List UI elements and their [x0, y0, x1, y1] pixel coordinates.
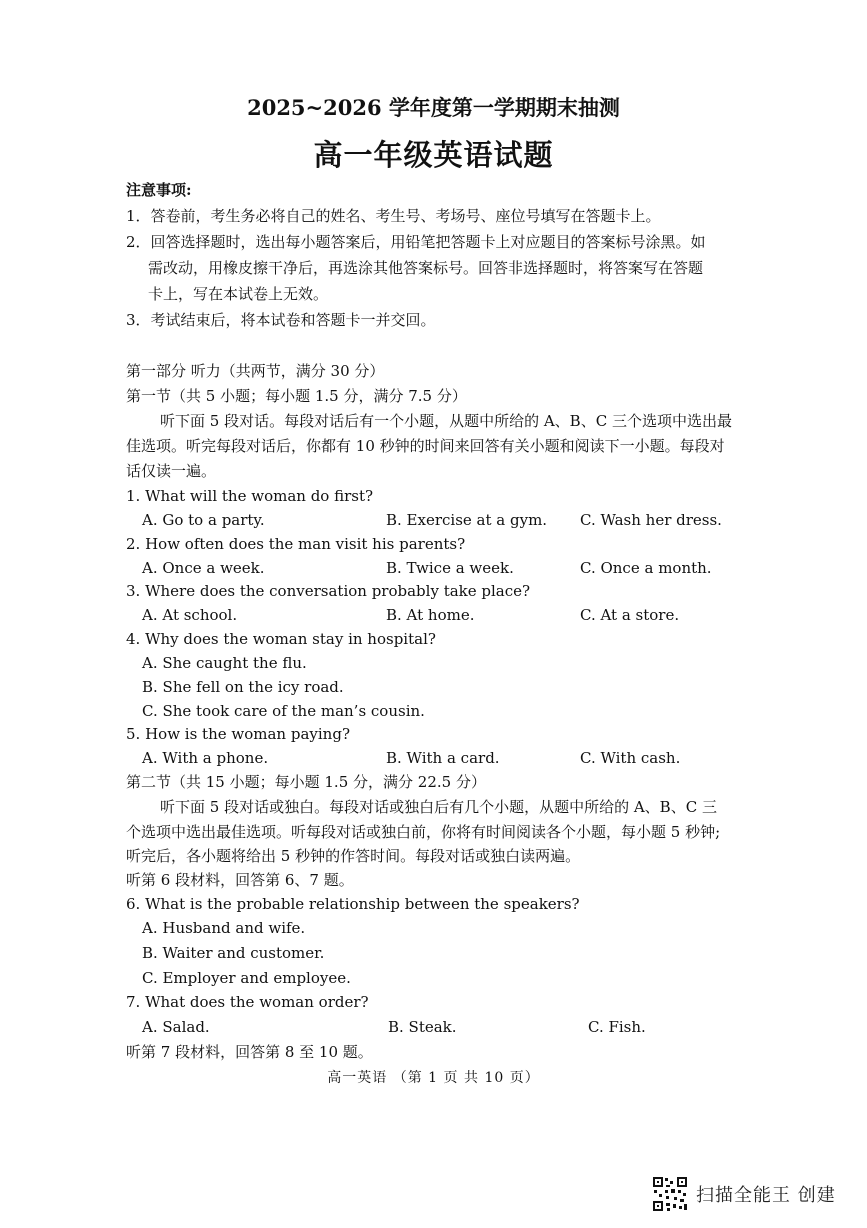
- material-7-note: 听第 7 段材料，回答第 8 至 10 题。: [126, 1043, 373, 1061]
- notice-line: 3．考试结束后，将本试卷和答题卡一并交回。: [126, 311, 436, 329]
- part1-heading: 第一部分 听力（共两节，满分 30 分）: [126, 362, 385, 380]
- q4-option-c: C. She took care of the man’s cousin.: [142, 702, 425, 720]
- q5-option-c: C. With cash.: [580, 749, 681, 767]
- q1-option-c: C. Wash her dress.: [580, 511, 722, 529]
- q7-option-b: B. Steak.: [388, 1018, 457, 1036]
- question-3: 3. Where does the conversation probably take place?: [126, 582, 531, 600]
- exam-year-line: 2025~2026 学年度第一学期期末抽测: [247, 95, 620, 120]
- q7-option-c: C. Fish.: [588, 1018, 646, 1036]
- q5-option-a: A. With a phone.: [142, 749, 269, 767]
- watermark-text: 扫描全能王 创建: [696, 1185, 836, 1206]
- section2-instruction: 个选项中选出最佳选项。听每段对话或独白前，你将有时间阅读各个小题，每小题 5 秒钟;: [126, 823, 721, 841]
- q3-option-c: C. At a store.: [580, 606, 680, 624]
- q1-option-b: B. Exercise at a gym.: [386, 511, 548, 529]
- question-2: 2. How often does the man visit his parents?: [126, 535, 466, 553]
- q6-option-b: B. Waiter and customer.: [142, 944, 325, 962]
- notice-line: 2．回答选择题时，选出每小题答案后，用铅笔把答题卡上对应题目的答案标号涂黑。如: [126, 233, 706, 251]
- section1-heading: 第一节（共 5 小题；每小题 1.5 分，满分 7.5 分）: [126, 387, 467, 405]
- q6-option-c: C. Employer and employee.: [142, 969, 351, 987]
- section1-instruction: 佳选项。听完每段对话后，你都有 10 秒钟的时间来回答有关小题和阅读下一小题。每段对: [126, 437, 725, 455]
- q5-option-b: B. With a card.: [386, 749, 500, 767]
- q2-option-b: B. Twice a week.: [386, 559, 514, 577]
- notice-line: 1．答卷前，考生务必将自己的姓名、考生号、考场号、座位号填写在答题卡上。: [126, 207, 661, 225]
- section2-heading: 第二节（共 15 小题；每小题 1.5 分，满分 22.5 分）: [126, 773, 486, 791]
- section2-instruction: 听完后，各小题将给出 5 秒钟的作答时间。每段对话或独白读两遍。: [126, 847, 581, 865]
- q2-option-c: C. Once a month.: [580, 559, 712, 577]
- section1-instruction: 话仅读一遍。: [126, 462, 217, 480]
- question-4: 4. Why does the woman stay in hospital?: [126, 630, 436, 648]
- section2-instruction: 听下面 5 段对话或独白。每段对话或独白后有几个小题，从题中所给的 A、B、C 三: [160, 798, 717, 816]
- q3-option-a: A. At school.: [142, 606, 238, 624]
- qr-code-icon: [652, 1176, 688, 1212]
- question-6: 6. What is the probable relationship between the speakers?: [126, 895, 580, 913]
- section1-instruction: 听下面 5 段对话。每段对话后有一个小题，从题中所给的 A、B、C 三个选项中选出最: [160, 412, 732, 430]
- question-1: 1. What will the woman do first?: [126, 487, 374, 505]
- scanner-watermark: [652, 1174, 857, 1214]
- q2-option-a: A. Once a week.: [142, 559, 265, 577]
- question-7: 7. What does the woman order?: [126, 993, 369, 1011]
- q1-option-a: A. Go to a party.: [142, 511, 265, 529]
- notice-heading: 注意事项:: [126, 181, 192, 199]
- material-6-note: 听第 6 段材料，回答第 6、7 题。: [126, 871, 354, 889]
- q4-option-b: B. She fell on the icy road.: [142, 678, 344, 696]
- q7-option-a: A. Salad.: [142, 1018, 210, 1036]
- q6-option-a: A. Husband and wife.: [142, 919, 306, 937]
- notice-line: 需改动，用橡皮擦干净后，再选涂其他答案标号。回答非选择题时，将答案写在答题: [148, 259, 704, 277]
- question-5: 5. How is the woman paying?: [126, 725, 350, 743]
- exam-title: 高一年级英语试题: [313, 138, 554, 172]
- q4-option-a: A. She caught the flu.: [142, 654, 307, 672]
- page-footer: 高一英语 （第 1 页 共 10 页）: [327, 1070, 540, 1086]
- notice-line: 卡上，写在本试卷上无效。: [148, 285, 329, 303]
- q3-option-b: B. At home.: [386, 606, 475, 624]
